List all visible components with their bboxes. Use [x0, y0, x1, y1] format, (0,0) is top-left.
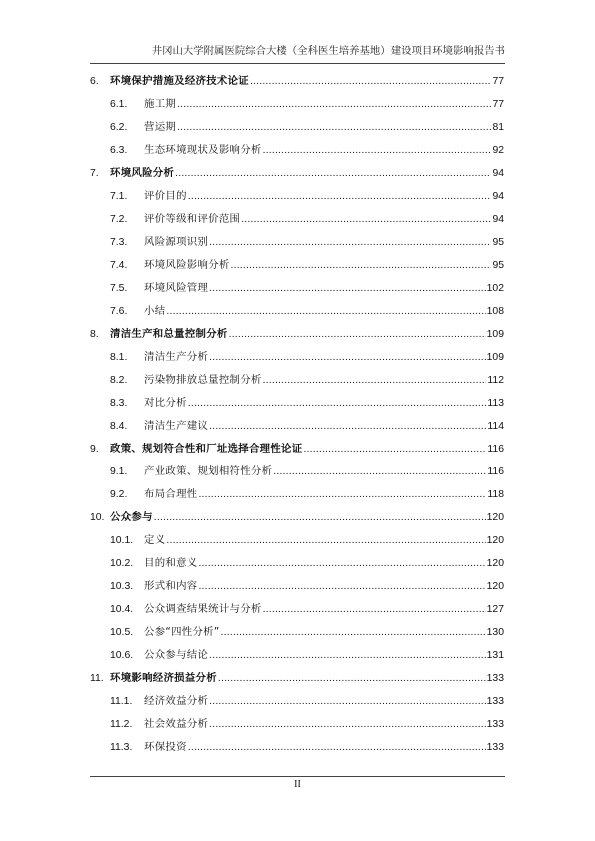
toc-entry-title: 清洁生产建议 [144, 419, 209, 432]
toc-section-entry[interactable] [90, 531, 504, 547]
toc-chapter-entry[interactable] [90, 669, 504, 685]
toc-entry-page: 116 [487, 466, 504, 478]
toc-section-entry[interactable] [90, 302, 504, 318]
toc-section-entry[interactable] [90, 141, 504, 157]
toc-entry-title: 小结 [144, 304, 166, 317]
toc-section-entry[interactable] [90, 394, 504, 410]
toc-entry-number: 9.2. [110, 489, 128, 501]
toc-entry-number: 10. [90, 512, 105, 524]
toc-leader-dots [303, 444, 486, 455]
toc-section-entry[interactable] [90, 692, 504, 708]
toc-entry-page: 95 [492, 236, 504, 248]
toc-entry-page: 130 [486, 627, 504, 639]
toc-entry-page: 94 [492, 190, 504, 202]
toc-entry-title: 环境风险分析 [110, 166, 175, 179]
toc-leader-dots [209, 283, 486, 294]
toc-entry-number: 10.2. [110, 558, 134, 570]
toc-entry-page: 120 [486, 581, 504, 593]
toc-chapter-entry[interactable] [90, 164, 504, 180]
toc-leader-dots [209, 421, 486, 432]
toc-leader-dots [154, 512, 486, 523]
toc-entry-title: 环境风险影响分析 [144, 258, 230, 271]
toc-entry-number: 6.2. [110, 121, 128, 133]
toc-chapter-entry[interactable] [90, 440, 504, 456]
toc-entry-number: 10.5. [110, 627, 134, 639]
toc-entry-title: 政策、规划符合性和厂址选择合理性论证 [110, 442, 303, 455]
toc-entry-title: 污染物排放总量控制分析 [144, 373, 262, 386]
toc-section-entry[interactable] [90, 600, 504, 616]
toc-leader-dots [198, 581, 485, 592]
toc-entry-number: 8.2. [110, 374, 128, 386]
toc-entry-title: 评价等级和评价范围 [144, 212, 241, 225]
toc-section-entry[interactable] [90, 715, 504, 731]
toc-entry-number: 8. [90, 328, 99, 340]
toc-leader-dots [209, 650, 486, 661]
toc-entry-number: 10.4. [110, 604, 134, 616]
toc-section-entry[interactable] [90, 462, 504, 478]
toc-entry-number: 7.3. [110, 236, 128, 248]
toc-entry-page: 112 [487, 374, 504, 386]
toc-entry-title: 产业政策、规划相符性分析 [144, 465, 273, 478]
toc-section-entry[interactable] [90, 417, 504, 433]
toc-entry-number: 8.3. [110, 397, 128, 409]
toc-entry-page: 118 [487, 489, 504, 501]
toc-entry-page: 114 [487, 420, 504, 432]
toc-entry-number: 11.3. [110, 742, 133, 754]
toc-leader-dots [177, 122, 491, 133]
toc-entry-title: 目的和意义 [144, 557, 198, 570]
toc-section-entry[interactable] [90, 95, 504, 111]
toc-entry-page: 109 [486, 328, 504, 340]
toc-entry-page: 133 [486, 742, 504, 754]
toc-entry-title: 环保投资 [144, 741, 187, 754]
toc-entry-page: 92 [492, 144, 504, 156]
toc-entry-title: 环境影响经济损益分析 [110, 672, 217, 685]
toc-leader-dots [229, 329, 486, 340]
toc-leader-dots [263, 375, 487, 386]
toc-entry-page: 120 [486, 512, 504, 524]
toc-leader-dots [263, 145, 492, 156]
toc-leader-dots [273, 466, 486, 477]
toc-entry-title: 公众参与结论 [144, 649, 209, 662]
toc-leader-dots [175, 168, 491, 179]
toc-entry-page: 94 [492, 167, 504, 179]
toc-entry-page: 131 [486, 650, 504, 662]
toc-entry-number: 10.6. [110, 650, 134, 662]
toc-entry-number: 9. [90, 443, 99, 455]
toc-leader-dots [209, 237, 491, 248]
toc-entry-number: 7.1. [110, 190, 128, 202]
toc-entry-title: 对比分析 [144, 396, 187, 409]
toc-entry-title: 环境风险管理 [144, 281, 209, 294]
toc-section-entry[interactable] [90, 187, 504, 203]
toc-entry-title: 清洁生产分析 [144, 350, 209, 363]
toc-section-entry[interactable] [90, 554, 504, 570]
toc-leader-dots [198, 489, 486, 500]
toc-entry-number: 7.5. [110, 282, 128, 294]
toc-entry-number: 10.1. [110, 535, 134, 547]
toc-entry-page: 133 [486, 719, 504, 731]
toc-entry-number: 7.2. [110, 213, 128, 225]
toc-entry-title: 营运期 [144, 120, 177, 133]
toc-entry-title: 公众参与 [110, 511, 153, 524]
toc-entry-title: 形式和内容 [144, 580, 198, 593]
toc-entry-number: 6. [90, 76, 99, 87]
toc-entry-title: 施工期 [144, 97, 177, 110]
toc-entry-number: 11. [90, 673, 104, 685]
toc-section-entry[interactable] [90, 210, 504, 226]
toc-leader-dots [166, 306, 485, 317]
toc-leader-dots [188, 742, 486, 753]
toc-chapter-entry[interactable] [90, 325, 504, 341]
toc-section-entry[interactable] [90, 646, 504, 662]
footer-divider [90, 776, 505, 777]
toc-leader-dots [177, 99, 491, 110]
toc-entry-number: 8.4. [110, 420, 128, 432]
toc-leader-dots [250, 76, 491, 87]
toc-entry-page: 95 [492, 259, 504, 271]
toc-leader-dots [209, 352, 486, 363]
toc-entry-title: 风险源项识别 [144, 235, 209, 248]
toc-entry-title: 评价目的 [144, 189, 187, 202]
toc-leader-dots [241, 214, 491, 225]
toc-entry-page: 77 [492, 76, 504, 87]
toc-entry-page: 94 [492, 213, 504, 225]
toc-section-entry[interactable] [90, 348, 504, 364]
toc-chapter-entry[interactable] [90, 72, 504, 88]
toc-entry-number: 7. [90, 167, 99, 179]
toc-section-entry[interactable] [90, 118, 504, 134]
toc-leader-dots [221, 627, 486, 638]
toc-entry-page: 133 [486, 696, 504, 708]
toc-section-entry[interactable] [90, 233, 504, 249]
toc-entry-title: 环境保护措施及经济技术论证 [110, 75, 249, 87]
toc-entry-number: 6.3. [110, 144, 128, 156]
toc-leader-dots [188, 398, 487, 409]
toc-entry-number: 7.6. [110, 305, 128, 317]
toc-entry-number: 8.1. [110, 351, 128, 363]
toc-leader-dots [188, 191, 492, 202]
page-number: II [294, 779, 301, 790]
toc-entry-number: 7.4. [110, 259, 128, 271]
running-header: 井冈山大学附属医院综合大楼（全科医生培养基地）建设项目环境影响报告书 [90, 42, 505, 64]
toc-entry-title: 定义 [144, 534, 166, 547]
toc-section-entry[interactable] [90, 256, 504, 272]
toc-entry-page: 120 [486, 535, 504, 547]
toc-entry-number: 11.2. [110, 719, 133, 731]
toc-entry-page: 102 [486, 282, 504, 294]
toc-entry-page: 81 [492, 121, 504, 133]
toc-entry-title: 生态环境现状及影响分析 [144, 143, 262, 156]
toc-leader-dots [209, 696, 486, 707]
toc-chapter-entry[interactable] [90, 508, 504, 524]
toc-section-entry[interactable] [90, 623, 504, 639]
toc-entry-title: 公众调查结果统计与分析 [144, 603, 262, 616]
toc-entry-title: 经济效益分析 [144, 695, 209, 708]
toc-entry-title: 清洁生产和总量控制分析 [110, 327, 228, 340]
toc-entry-page: 133 [486, 673, 504, 685]
toc-entry-title: 布局合理性 [144, 488, 198, 501]
toc-section-entry[interactable] [90, 485, 504, 501]
toc-leader-dots [198, 558, 485, 569]
toc-entry-page: 77 [492, 98, 504, 110]
toc-entry-page: 113 [487, 397, 504, 409]
toc-entry-page: 127 [486, 604, 504, 616]
toc-entry-page: 116 [487, 443, 504, 455]
toc-entry-page: 109 [486, 351, 504, 363]
toc-entry-title: 社会效益分析 [144, 718, 209, 731]
toc-leader-dots [166, 535, 485, 546]
toc-section-entry[interactable] [90, 279, 504, 295]
toc-section-entry[interactable] [90, 371, 504, 387]
toc-entry-title: 公参“四性分析” [144, 626, 220, 639]
toc-leader-dots [231, 260, 492, 271]
toc-leader-dots [209, 719, 486, 730]
toc-entry-number: 11.1. [110, 696, 133, 708]
toc-entry-page: 120 [486, 558, 504, 570]
toc-entry-number: 6.1. [110, 98, 128, 110]
toc-entry-page: 108 [486, 305, 504, 317]
toc-entry-number: 9.1. [110, 466, 128, 478]
toc-leader-dots [218, 673, 486, 684]
toc-section-entry[interactable] [90, 577, 504, 593]
toc-section-entry[interactable] [90, 738, 504, 754]
toc-leader-dots [263, 604, 486, 615]
toc-entry-number: 10.3. [110, 581, 134, 593]
